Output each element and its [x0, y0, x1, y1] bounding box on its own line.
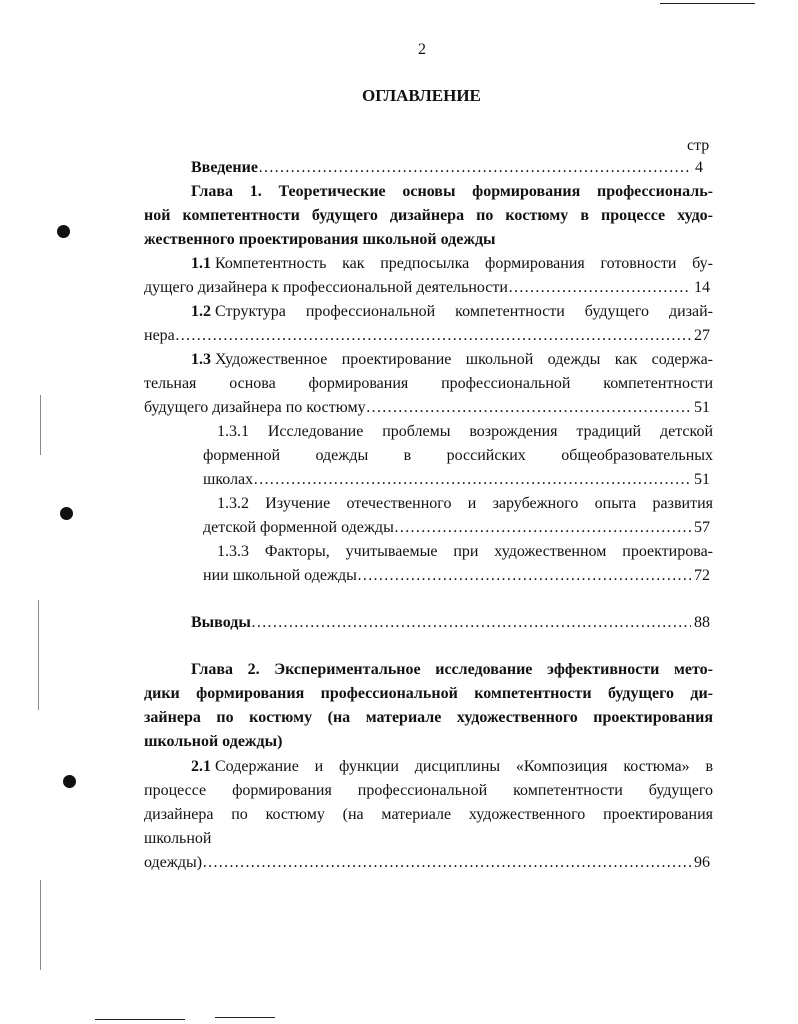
toc-intro-page: 4	[695, 159, 703, 176]
toc-subsection-1-3-3-text2: нии школьной одежды	[203, 567, 357, 584]
dot-leader	[251, 613, 691, 633]
toc-section-2-1-line5[interactable]	[144, 853, 710, 873]
toc-subsection-1-3-2-line1[interactable]: 1.3.2 Изучение отечественного и зарубежного опыта развития	[217, 495, 713, 512]
toc-subsection-1-3-2-line2[interactable]	[203, 518, 710, 538]
toc-chapter2-line3[interactable]: зайнера по костюму (на материале художественного проектирования	[144, 709, 713, 726]
toc-subsection-1-3-3-line1[interactable]: 1.3.3 Факторы, учитываемые при художественном проектирова-	[217, 543, 713, 560]
margin-mark-2	[38, 600, 39, 710]
toc-subsection-1-3-3-page: 72	[694, 567, 710, 584]
dot-leader	[175, 326, 691, 346]
toc-section-1-3-line2[interactable]: тельная основа формирования профессиональной компетентности	[144, 375, 713, 392]
toc-subsection-1-3-1-line3[interactable]	[203, 470, 710, 490]
toc-section-1-1-number: 1.1	[191, 255, 211, 272]
toc-section-2-1-line1[interactable]	[191, 757, 713, 777]
toc-section-2-1-text: Содержание и функции дисциплины «Композиция костюма» в	[215, 758, 713, 775]
page-title: ОГЛАВЛЕНИЕ	[362, 86, 481, 105]
toc-section-2-1-text5: одежды)	[144, 854, 203, 871]
toc-subsection-1-3-3-line2[interactable]	[203, 566, 710, 586]
dot-leader	[202, 853, 691, 873]
dot-leader	[253, 470, 691, 490]
toc-chapter2-line4[interactable]: школьной одежды)	[144, 733, 283, 750]
dot-leader	[394, 518, 691, 538]
dot-leader	[258, 158, 692, 178]
toc-subsection-1-3-1-line1[interactable]: 1.3.1 Исследование проблемы возрождения традиций детской	[217, 423, 713, 440]
toc-section-1-2-line1[interactable]	[191, 302, 713, 322]
scan-mark-top	[660, 3, 755, 4]
page-column-label: стр	[687, 137, 710, 154]
toc-section-1-1-line1[interactable]	[191, 254, 713, 274]
toc-chapter1-line3[interactable]: жественного проектирования школьной одежды	[144, 231, 496, 248]
toc-section-2-1-number: 2.1	[191, 758, 211, 775]
toc-conclusions[interactable]	[191, 613, 710, 633]
toc-section-1-2-text: Структура профессиональной компетентности будущего дизай-	[215, 303, 713, 320]
page-number: 2	[418, 41, 426, 58]
toc-section-1-1-page: 14	[694, 279, 710, 296]
dot-leader	[366, 398, 691, 418]
toc-conclusions-page: 88	[694, 614, 710, 631]
toc-chapter2-line2[interactable]: дики формирования профессиональной компетентности будущего ди-	[144, 685, 713, 702]
toc-chapter2-line1[interactable]: Глава 2. Экспериментальное исследование эффективности мето-	[191, 661, 713, 678]
toc-chapter1-line1[interactable]: Глава 1. Теоретические основы формирования профессиональ-	[191, 183, 713, 200]
toc-section-1-1-text: Компетентность как предпосылка формирования готовности бу-	[215, 255, 713, 272]
toc-conclusions-label: Выводы	[191, 614, 251, 631]
toc-section-1-3-number: 1.3	[191, 351, 211, 368]
toc-chapter1-line2[interactable]: ной компетентности будущего дизайнера по костюму в процессе худо-	[144, 207, 713, 224]
toc-section-2-1-line3[interactable]: дизайнера по костюму (на материале художественного проектирования	[144, 806, 713, 823]
toc-subsection-1-3-1-text3: школах	[203, 471, 254, 488]
dot-leader	[357, 566, 691, 586]
punch-hole-2	[60, 507, 73, 520]
toc-section-2-1-page: 96	[694, 854, 710, 871]
toc-subsection-1-3-2-text2: детской форменной одежды	[203, 519, 394, 536]
punch-hole-1	[57, 225, 70, 238]
scan-mark-bottom-left	[95, 1019, 185, 1020]
toc-subsection-1-3-1-page: 51	[694, 471, 710, 488]
toc-section-1-2-line2[interactable]	[144, 326, 710, 346]
toc-intro[interactable]	[191, 158, 703, 178]
toc-section-1-3-line3[interactable]	[144, 398, 710, 418]
dot-leader	[508, 278, 691, 298]
scan-mark-bottom-mid	[215, 1017, 275, 1018]
toc-section-1-3-text: Художественное проектирование школьной одежды как содержа-	[215, 351, 713, 368]
toc-section-1-1-text2: дущего дизайнера к профессиональной деятельности	[144, 279, 508, 296]
toc-section-1-3-text3: будущего дизайнера по костюму	[144, 399, 366, 416]
margin-mark-1	[40, 395, 41, 455]
toc-intro-label: Введение	[191, 159, 258, 176]
toc-section-2-1-line2[interactable]: процессе формирования профессиональной компетентности будущего	[144, 782, 713, 799]
toc-subsection-1-3-2-page: 57	[694, 519, 710, 536]
toc-section-1-2-page: 27	[694, 327, 710, 344]
margin-mark-3	[40, 880, 41, 970]
toc-section-1-2-number: 1.2	[191, 303, 211, 320]
toc-subsection-1-3-1-line2[interactable]: форменной одежды в российских общеобразовательных	[203, 447, 713, 464]
toc-section-1-3-line1[interactable]	[191, 350, 713, 370]
toc-section-1-1-line2[interactable]	[144, 278, 710, 298]
toc-section-2-1-line4[interactable]: школьной	[144, 830, 212, 847]
toc-section-1-3-page: 51	[694, 399, 710, 416]
toc-section-1-2-text2: нера	[144, 327, 175, 344]
punch-hole-3	[63, 775, 76, 788]
